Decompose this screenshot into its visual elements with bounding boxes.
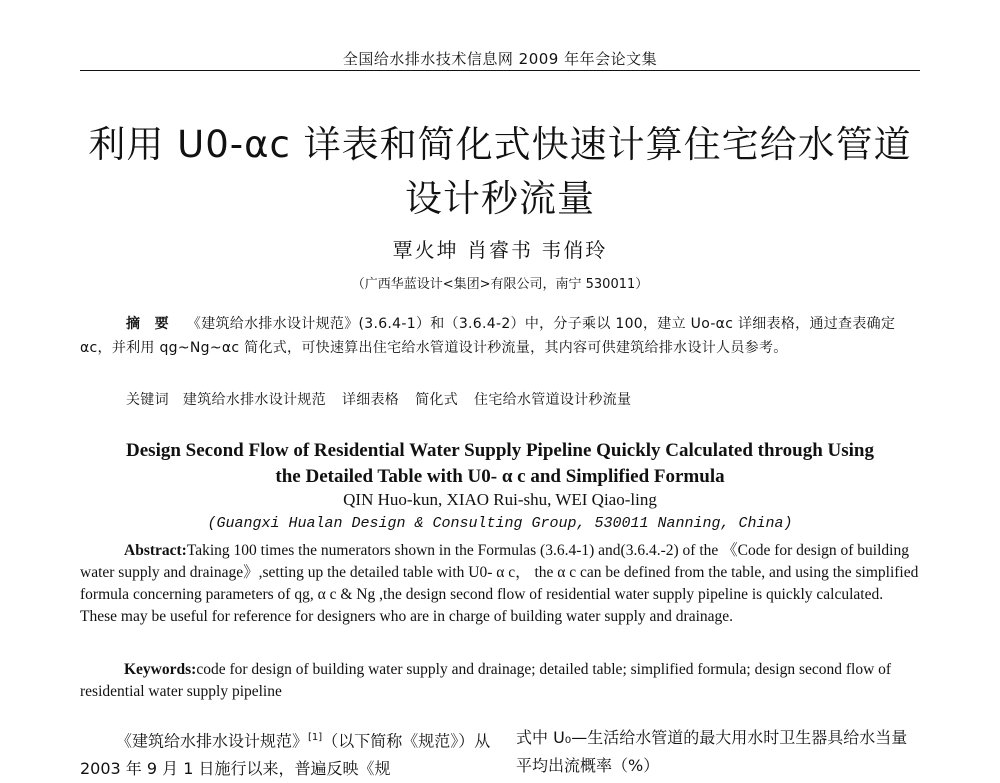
authors-chinese: 覃火坤 肖睿书 韦俏玲 — [392, 238, 608, 262]
body-left-text-cont: （以下简称《规范》）从 2003 年 9 月 1 日施行以来，普遍反映《规 — [80, 731, 491, 779]
keyword-item: 简化式 — [415, 392, 459, 408]
citation-ref: [1] — [308, 732, 323, 743]
abstract-text-chinese: 《建筑给水排水设计规范》(3.6.4-1）和（3.6.4-2）中，分子乘以 100，建立 Uo-αc 详细表格，通过查表确定αc，并利用 qg~Ng~αc 简化式，可快速算出住宅给水管道设计秒流量，其内容可供建筑给排水设计人员参考。 — [80, 316, 896, 356]
body-column-right: 式中 U₀—生活给水管道的最大用水时卫生器具给水当量平均出流概率（%） — [516, 728, 908, 775]
running-header: 全国给水排水技术信息网 2009 年年会论文集 — [342, 50, 658, 68]
header-divider — [80, 70, 920, 71]
body-column-left — [80, 724, 500, 783]
en-title-line-2: the Detailed Table with U0- α c and Simplified Formula — [275, 466, 725, 487]
title-line-1: 利用 U0-αc 详表和简化式快速计算住宅给水管道 — [88, 123, 912, 166]
affiliation-chinese: （广西华蓝设计<集团>有限公司，南宁 530011） — [351, 277, 649, 292]
keyword-item: 建筑给水排水设计规范 — [182, 392, 326, 408]
keyword-item: 住宅给水管道设计秒流量 — [474, 392, 632, 408]
abstract-label-english: Abstract: — [124, 542, 187, 559]
abstract-english — [80, 540, 920, 628]
paper-title-english — [70, 438, 930, 490]
keywords-english — [80, 659, 920, 703]
keywords-label-english: Keywords: — [124, 661, 197, 678]
keyword-item: 详细表格 — [341, 392, 400, 408]
en-title-line-1: Design Second Flow of Residential Water Supply Pipeline Quickly Calculated through Using — [126, 440, 874, 461]
affiliation-english: (Guangxi Hualan Design & Consulting Group, 530011 Nanning, China) — [207, 515, 793, 532]
body-left-text: 《建筑给水排水设计规范》 — [116, 731, 309, 751]
keywords-label-chinese: 关键词 — [126, 392, 169, 408]
title-line-2: 设计秒流量 — [405, 177, 595, 220]
authors-english: QIN Huo-kun, XIAO Rui-shu, WEI Qiao-ling — [343, 490, 657, 509]
paper-title-chinese — [60, 118, 940, 226]
keywords-chinese — [126, 389, 916, 409]
abstract-chinese — [80, 312, 920, 360]
abstract-label-chinese: 摘 要 — [126, 316, 169, 332]
keywords-text-english: code for design of building water supply and drainage; detailed table; simplified formula; design second flow of residential water supply pipeline — [80, 661, 892, 700]
abstract-text-english: Taking 100 times the numerators shown in the Formulas (3.6.4-1) and(3.6.4.-2) of the 《Code for design of building water supply and drainage》,setting up the detailed table with U0- α c， the α c can be defined from the table, and using the simplified formula concerning parameters of qg, α c & Ng ,the design second flow of residential water supply pipeline is quickly calculated. These may be useful for reference for designers who are in charge of building water supply and drainage. — [80, 542, 919, 625]
